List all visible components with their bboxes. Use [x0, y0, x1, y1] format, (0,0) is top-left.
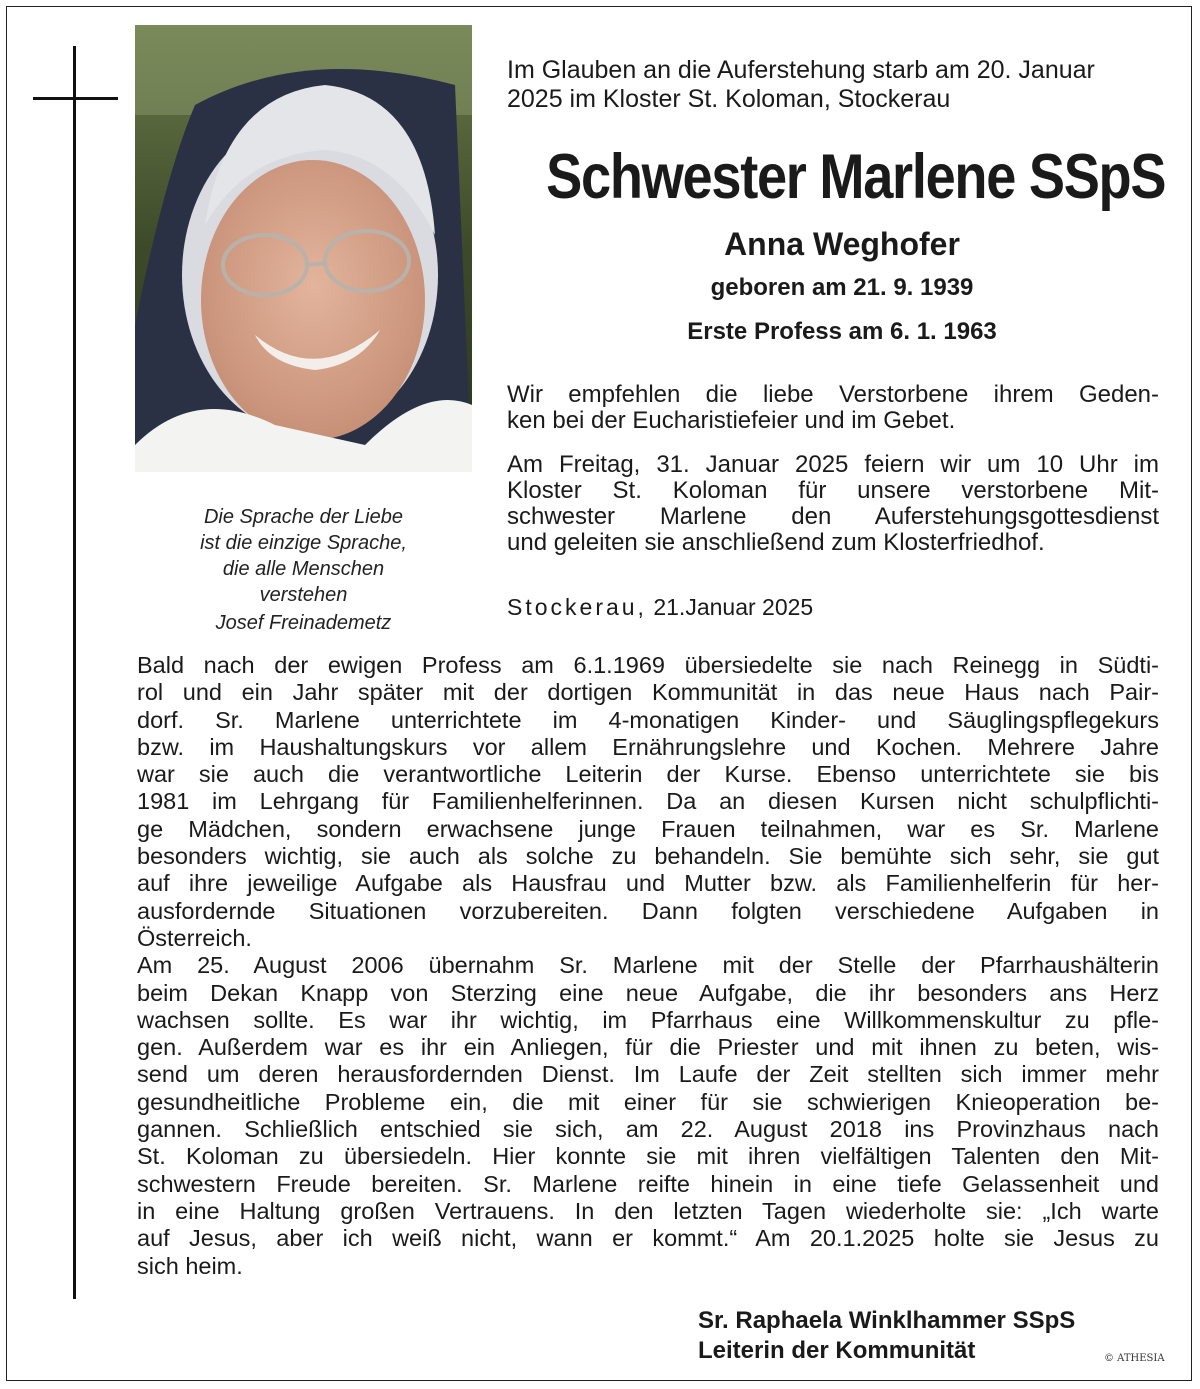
funeral-paragraph	[507, 452, 1159, 556]
biography-line: wachsen sollte. Es war ihr wichtig, im Pfarrhaus eine Willkommenskultur zu pfle-	[137, 1006, 1159, 1033]
biography-line: ausfordernde Situationen vorzubereiten. Dann folgten verschiedene Aufgaben in	[137, 897, 1159, 924]
portrait-photo	[135, 25, 472, 472]
quote-block	[150, 504, 457, 636]
cross-horizontal-bar	[33, 97, 118, 100]
paragraph-line: und geleiten sie anschließend zum Klosterfriedhof.	[507, 529, 1045, 556]
signature-name: Sr. Raphaela Winklhammer SSpS	[698, 1307, 1076, 1334]
intro-line: Im Glauben an die Auferstehung starb am 20. Januar	[507, 56, 1095, 84]
place-date-value: 21.Januar 2025	[653, 594, 814, 620]
paragraph-line: Am Freitag, 31. Januar 2025 feiern wir um 10 Uhr im	[507, 451, 1159, 478]
biography-line: Am 25. August 2006 übernahm Sr. Marlene mit der Stelle der Pfarrhaushälterin	[137, 952, 1159, 979]
copyright-notice: © ATHESIA	[1104, 1353, 1165, 1364]
quote-line: verstehen	[259, 584, 348, 606]
biography-line: sich heim.	[137, 1252, 243, 1279]
paragraph-line: Kloster St. Koloman für unsere verstorbene Mit-	[507, 477, 1159, 504]
biography-line: St. Koloman zu übersiedeln. Hier konnte sie mit ihren vielfältigen Talenten den Mit-	[137, 1143, 1159, 1170]
biography-text	[137, 652, 1159, 1280]
biography-line: Bald nach der ewigen Profess am 6.1.1969 übersiedelte sie nach Reinegg in Südti-	[137, 652, 1159, 678]
biography-line: in eine Haltung großen Vertrauens. In den letzten Tagen wiederholte sie: „Ich warte	[137, 1197, 1159, 1224]
quote-line: Die Sprache der Liebe	[203, 506, 403, 528]
profession-date: Erste Profess am 6. 1. 1963	[687, 318, 997, 345]
signature-role: Leiterin der Kommunität	[698, 1337, 976, 1364]
paragraph-line: Wir empfehlen die liebe Verstorbene ihrem Geden-	[507, 381, 1159, 408]
biography-line: besonders wichtig, sie auch als solche zu behandeln. Sie bemühte sich sehr, sie gut	[137, 843, 1159, 870]
death-announcement	[507, 56, 1177, 114]
biography-line: rol und ein Jahr später mit der dortigen Kommunität in das neue Haus nach Pair-	[137, 679, 1159, 706]
intro-line: 2025 im Kloster St. Koloman, Stockerau	[507, 85, 951, 113]
quote-author: Josef Freinademetz	[215, 612, 392, 634]
biography-line: beim Dekan Knapp von Sterzing eine neue Aufgabe, die ihr besonders ans Herz	[137, 979, 1159, 1006]
biography-line: auf ihre jeweilige Aufgabe als Hausfrau und Mutter bzw. als Familienhelferin für her-	[137, 870, 1159, 897]
deceased-name: Schwester Marlene SSpS	[546, 142, 1166, 212]
biography-line: bzw. im Haushaltungskurs vor allem Ernährungslehre und Kochen. Mehrere Jahre	[137, 733, 1159, 760]
biography-line: 1981 im Lehrgang für Familienhelferinnen. Da an diesen Kursen nicht schulpflichti-	[137, 788, 1159, 815]
cross-vertical-bar	[73, 46, 76, 1299]
biography-line: gannen. Schließlich entschied sie sich, am 22. August 2018 ins Provinzhaus nach	[137, 1116, 1159, 1143]
place-city: Stockerau,	[507, 594, 647, 620]
signature-block	[698, 1306, 1075, 1366]
quote-line: die alle Menschen	[222, 558, 385, 580]
biography-line: ge Mädchen, sondern erwachsene junge Frauen teilnahmen, war es Sr. Marlene	[137, 815, 1159, 842]
place-date	[507, 593, 813, 621]
paragraph-line: schwester Marlene den Auferstehungsgottesdienst	[507, 503, 1159, 530]
biography-line: gesundheitliche Probleme ein, die mit einer für sie schwierigen Knieoperation be-	[137, 1088, 1159, 1115]
biography-line: send um deren herausfordernden Dienst. Im Laufe der Zeit stellten sich immer mehr	[137, 1061, 1159, 1088]
paragraph-line: ken bei der Eucharistiefeier und im Gebet.	[507, 407, 956, 434]
biography-line: war sie auch die verantwortliche Leiterin der Kurse. Ebenso unterrichtete sie bis	[137, 761, 1159, 788]
remembrance-paragraph	[507, 382, 1159, 434]
birth-date: geboren am 21. 9. 1939	[710, 274, 974, 301]
quote-line: ist die einzige Sprache,	[200, 532, 407, 554]
biography-line: dorf. Sr. Marlene unterrichtete im 4-monatigen Kinder- und Säuglingspflegekurs	[137, 706, 1159, 733]
biography-line: auf Jesus, aber ich weiß nicht, wann er kommt.“ Am 20.1.2025 holte sie Jesus zu	[137, 1225, 1159, 1252]
biography-line: gen. Außerdem war es ihr ein Anliegen, für die Priester und mit ihnen zu beten, wis-	[137, 1034, 1159, 1061]
portrait-image	[135, 25, 472, 472]
biography-line: schwestern Freude bereiten. Sr. Marlene reifte hinein in eine tiefe Gelassenheit und	[137, 1170, 1159, 1197]
biography-line: Österreich.	[137, 924, 252, 951]
civil-name: Anna Weghofer	[724, 226, 960, 262]
